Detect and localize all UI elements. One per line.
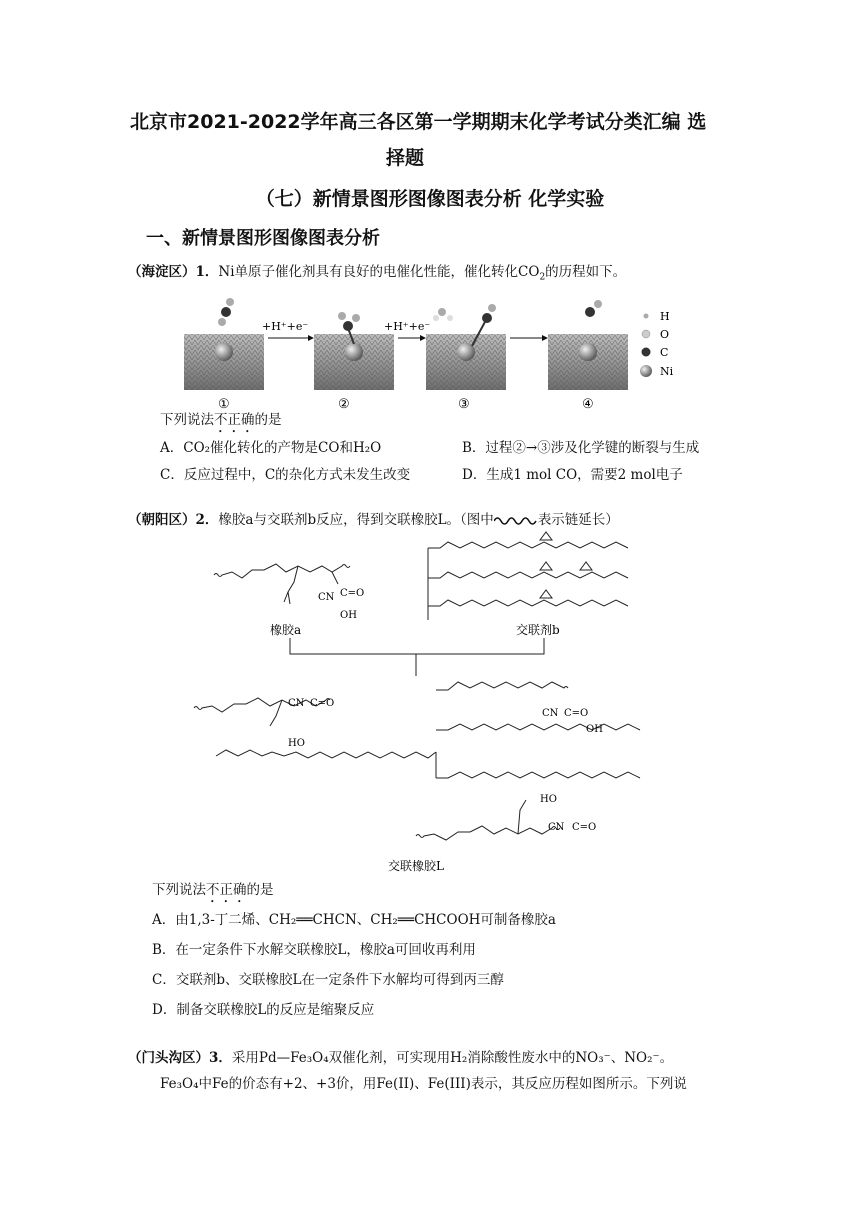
wavy-line-icon	[494, 515, 538, 527]
q2-prompt-emphasis: 不正确	[206, 882, 247, 898]
catalyst-slab-4	[548, 300, 628, 390]
title-line-1: 北京市2021-2022学年高三各区第一学期期末化学考试分类汇编 选	[130, 111, 707, 133]
q2-option-b: B．在一定条件下水解交联橡胶L，橡胶a可回收再利用	[152, 942, 476, 958]
svg-text:CN: CN	[548, 822, 565, 833]
q2-tag: （朝阳区）2．	[128, 512, 219, 528]
q2-option-a: A．由1,3-丁二烯、CH₂══CHCN、CH₂══CHCOOH可制备橡胶a	[152, 912, 556, 928]
title-line-2: 择题	[385, 147, 424, 169]
q1-prompt-emphasis: 不正确	[214, 412, 255, 428]
svg-text:C=O: C=O	[340, 588, 365, 599]
q2-option-c: C．交联剂b、交联橡胶L在一定条件下水解均可得到丙三醇	[152, 972, 504, 988]
q1-stem-a: Ni单原子催化剂具有良好的电催化性能，催化转化CO	[218, 264, 540, 280]
step-2: ②	[338, 397, 350, 412]
q3-tag: （门头沟区）3．	[128, 1050, 232, 1066]
svg-text:C=O: C=O	[310, 698, 335, 709]
q2-reaction-figure	[180, 530, 680, 876]
svg-text:C=O: C=O	[564, 708, 589, 719]
q1-option-b: B．过程②→③涉及化学键的断裂与生成	[462, 440, 700, 456]
document-title	[130, 104, 740, 176]
svg-text:C=O: C=O	[572, 822, 597, 833]
q1-prompt: 下列说法不正确的是	[160, 412, 282, 428]
arrow-label-2: +H⁺+e⁻	[384, 320, 431, 333]
q1-option-c: C．反应过程中，C的杂化方式未发生改变	[160, 467, 411, 483]
svg-text:C: C	[660, 346, 669, 359]
catalyst-slab-3	[426, 304, 506, 390]
atom-legend	[640, 310, 674, 378]
q3-stem-line-1: （门头沟区）3．采用Pd—Fe₃O₄双催化剂，可实现用H₂消除酸性废水中的NO₃⁻、NO₂⁻。	[128, 1050, 674, 1066]
arrow-label-1: +H⁺+e⁻	[262, 320, 309, 333]
svg-text:CN: CN	[288, 698, 305, 709]
svg-text:Ni: Ni	[660, 365, 674, 378]
svg-text:OH: OH	[340, 610, 357, 621]
step-1: ①	[218, 397, 230, 412]
svg-text:CN: CN	[542, 708, 559, 719]
label-crosslinker-b: 交联剂b	[516, 623, 560, 637]
q1-tag: （海淀区）1．	[128, 264, 219, 280]
svg-text:H: H	[660, 310, 670, 323]
section-heading: 一、新情景图形图像图表分析	[146, 228, 380, 249]
svg-text:HO: HO	[288, 738, 305, 749]
document-subtitle: （七）新情景图形图像图表分析 化学实验	[255, 188, 605, 210]
q2-stem: （朝阳区）2．橡胶a与交联剂b反应，得到交联橡胶L。（图中 表示链延长）	[128, 512, 619, 528]
q2-prompt: 下列说法不正确的是	[152, 882, 274, 898]
q1-stem-b: 的历程如下。	[545, 264, 627, 280]
catalyst-slab-1	[184, 334, 264, 390]
q1-option-a: A．CO₂催化转化的产物是CO和H₂O	[160, 440, 382, 456]
label-rubber-a: 橡胶a	[270, 623, 302, 637]
label-crosslinked-rubber-L: 交联橡胶L	[388, 859, 444, 873]
svg-text:OH: OH	[586, 724, 603, 735]
step-3: ③	[458, 397, 470, 412]
svg-text:O: O	[660, 328, 670, 341]
step-4: ④	[582, 397, 594, 412]
q2-option-d: D．制备交联橡胶L的反应是缩聚反应	[152, 1002, 375, 1018]
q1-option-d: D．生成1 mol CO，需要2 mol电子	[462, 467, 683, 483]
q3-stem-line-2: Fe₃O₄中Fe的价态有+2、+3价，用Fe(II)、Fe(III)表示，其反应历程如图所示。下列说	[160, 1076, 687, 1092]
q1-catalysis-figure	[180, 290, 720, 414]
q1-stem: （海淀区）1．Ni单原子催化剂具有良好的电催化性能，催化转化$CO_2$的历程如下。	[128, 264, 627, 283]
svg-text:CN: CN	[318, 592, 335, 603]
svg-text:HO: HO	[540, 794, 557, 805]
catalyst-slab-2	[314, 312, 394, 390]
